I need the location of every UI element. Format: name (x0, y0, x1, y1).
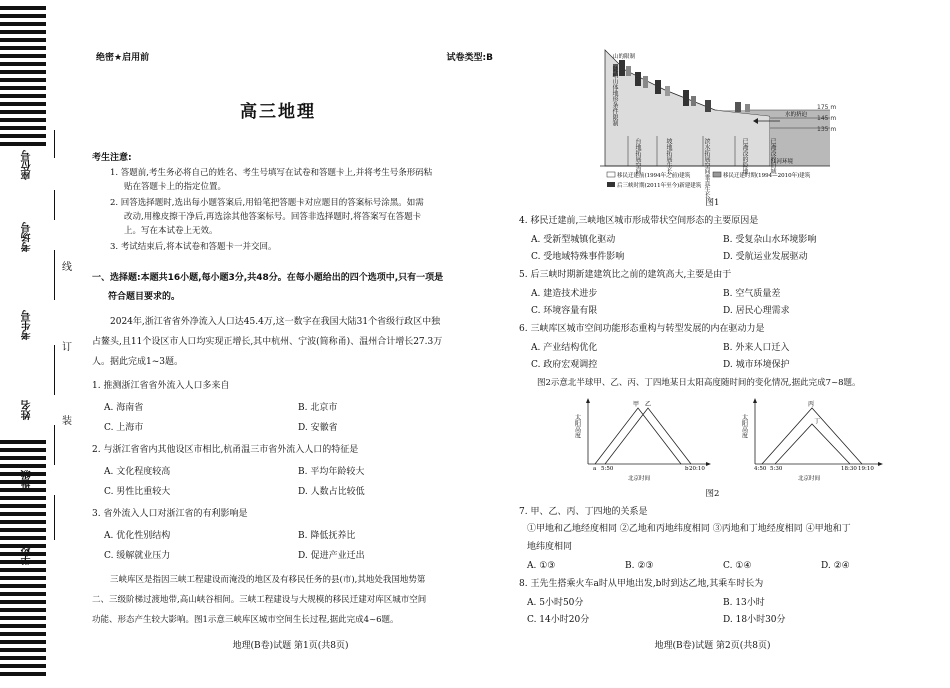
school-label: 学校 (22, 545, 33, 565)
question-1: 1. 推测浙江省省外流入人口多来自 (92, 381, 230, 391)
q7-option-a[interactable]: A. ①③ (527, 561, 556, 571)
question-3: 3. 省外流入人口对浙江省的有利影响是 (92, 509, 248, 519)
point-ding: 丁 (814, 418, 821, 425)
seat-number-label: 座位号 (22, 150, 33, 180)
question-5: 5. 后三峡时期新建建筑比之前的建筑高大,主要是由于 (519, 270, 732, 280)
y-axis-label: 太阳高度 (573, 414, 581, 438)
bind-mark-line: 线 (62, 262, 72, 273)
q1-option-c[interactable]: C. 上海市 (104, 423, 144, 433)
time-tick: 5:50 (601, 466, 614, 472)
q4-option-d[interactable]: D. 受航运业发展驱动 (723, 252, 808, 262)
q7-option-b[interactable]: B. ②③ (625, 561, 654, 571)
figure-2-label: 图2 (705, 489, 720, 499)
notice-item: 改动,用橡皮擦干净后,再选涂其他答案标号。回答非选择题时,将答案写在答题卡 (124, 212, 422, 222)
binding-marks (62, 0, 76, 688)
zone-label: 滨水拓展空间垂直生长 (703, 138, 710, 198)
q8-option-b[interactable]: B. 13小时 (723, 598, 765, 608)
time-tick: 4:50 (754, 466, 767, 472)
point-bing: 丙 (808, 401, 815, 408)
page-title: 高三地理 (240, 102, 316, 122)
time-tick: 18:30 (841, 466, 857, 472)
legend-item: 移民迁建前(1994年之前)建筑 (617, 173, 691, 179)
notice-heading: 考生注意: (92, 153, 132, 163)
page-2 (515, 0, 910, 688)
q6-option-c[interactable]: C. 政府宏观调控 (531, 360, 598, 370)
notice-item: 2. 回答选择题时,选出每小题答案后,用铅笔把答题卡对应题目的答案标号涂黑。如需 (110, 198, 424, 208)
time-tick: 20:10 (689, 466, 705, 472)
notice-item: 3. 考试结束后,将本试卷和答题卡一并交回。 (110, 242, 277, 252)
point-a: a (593, 466, 597, 472)
page-footer-left: 地理(B卷)试题 第1页(共8页) (232, 641, 349, 651)
x-axis-label: 北京时间 (798, 476, 821, 482)
time-tick: 5:30 (770, 466, 783, 472)
q5-option-b[interactable]: B. 空气质量差 (723, 289, 781, 299)
point-yi: 乙 (645, 401, 652, 408)
q2-option-d[interactable]: D. 人数占比较低 (298, 487, 365, 497)
page-1 (88, 0, 493, 688)
q7-option-d[interactable]: D. ②④ (821, 561, 850, 571)
river-label: 江河环境 (771, 159, 794, 165)
class-label: 班级 (22, 470, 33, 490)
slope-limit-label: 陡峭山体地形条件限制 (611, 66, 618, 126)
name-label: 姓名 (22, 400, 33, 420)
point-jia: 甲 (633, 401, 640, 408)
q3-option-a[interactable]: A. 优化性别结构 (104, 531, 171, 541)
q1-option-a[interactable]: A. 海南省 (104, 403, 144, 413)
q4-option-a[interactable]: A. 受新型城镇化驱动 (531, 235, 616, 245)
q8-option-c[interactable]: C. 14小时20分 (527, 615, 590, 625)
legend-item: 后三峡时期(2011年至今)新建建筑 (617, 183, 702, 189)
x-axis-label: 北京时间 (628, 476, 651, 482)
level-135: 135 m (817, 126, 837, 133)
q2-option-b[interactable]: B. 平均年龄较大 (298, 467, 365, 477)
zone-label: 已淹没的险地 (741, 138, 748, 174)
section-heading-cont: 符合题目要求的。 (108, 292, 181, 302)
q1-option-b[interactable]: B. 北京市 (298, 403, 338, 413)
q6-option-a[interactable]: A. 产业结构优化 (531, 343, 598, 353)
q5-option-d[interactable]: D. 居民心理需求 (723, 306, 790, 316)
candidate-number-label: 考生号 (22, 310, 33, 340)
exam-room-label: 考场号 (22, 222, 33, 252)
q8-option-a[interactable]: A. 5小时50分 (527, 598, 584, 608)
zone-label: 台地拓展空间 (634, 138, 641, 174)
secret-mark: 绝密★启用前 (96, 53, 150, 63)
page-footer-right: 地理(B卷)试题 第2页(共8页) (654, 641, 771, 651)
y-axis-label: 太阳高度 (740, 414, 748, 438)
section-heading: 一、选择题:本题共16小题,每小题3分,共48分。在每小题给出的四个选项中,只有一项是 (92, 273, 444, 283)
figure-2-right (740, 396, 885, 486)
passage-1: 2024年,浙江省省外净流入人口达45.4万,这一数字在我国大陆31个省级行政区中独 (110, 317, 441, 327)
paper-type: 试卷类型:B (446, 53, 493, 63)
bind-mark-staple: 订 (62, 342, 72, 353)
point-b: b (685, 466, 689, 472)
bind-mark-bind: 装 (62, 416, 72, 427)
q3-option-c[interactable]: C. 缓解就业压力 (104, 551, 171, 561)
notice-item: 贴在答题卡上的指定位置。 (124, 182, 227, 192)
water-squeeze-label: 水的挤迫 (785, 112, 808, 118)
q4-option-b[interactable]: B. 受复杂山水环境影响 (723, 235, 817, 245)
q8-option-d[interactable]: D. 18小时30分 (723, 615, 786, 625)
mountain-limit-label: 山的限制 (613, 54, 636, 60)
passage-2: 功能、形态产生较大影响。图1示意三峡库区城市空间生长过程,据此完成4~6题。 (92, 615, 399, 625)
q4-option-c[interactable]: C. 受地域特殊事件影响 (531, 252, 625, 262)
question-6: 6. 三峡库区城市空间功能形态重构与转型发展的内在驱动力是 (519, 324, 765, 334)
passage-2: 二、三级阶梯过渡地带,高山峡谷相间。三峡工程建设与大规模的移民迁建对库区城市空间 (92, 595, 427, 605)
q3-option-b[interactable]: B. 降低抚养比 (298, 531, 356, 541)
q6-option-b[interactable]: B. 外来人口迁入 (723, 343, 790, 353)
figure-2-left (573, 396, 713, 486)
legend-item: 移民迁建时期(1994—2010年)建筑 (723, 173, 811, 179)
q1-option-d[interactable]: D. 安徽省 (298, 423, 338, 433)
q2-option-a[interactable]: A. 文化程度较高 (104, 467, 171, 477)
figure-1-label: 图1 (705, 198, 720, 208)
level-145: 145 m (817, 115, 837, 122)
question-4: 4. 移民迁建前,三峡地区城市形成带状空间形态的主要原因是 (519, 216, 759, 226)
question-7-items-cont: 地纬度相同 (527, 542, 573, 552)
binding-labels (20, 0, 50, 688)
notice-item: 上。写在本试卷上无效。 (124, 226, 218, 236)
passage-1: 人。据此完成1~3题。 (92, 357, 183, 367)
level-175: 175 m (817, 104, 837, 111)
zone-label: 已淹没的旧城 (769, 138, 776, 174)
q6-option-d[interactable]: D. 城市环境保护 (723, 360, 790, 370)
figure-1 (595, 46, 840, 206)
time-tick: 19:10 (858, 466, 874, 472)
q5-option-c[interactable]: C. 环境容量有限 (531, 306, 598, 316)
question-7-items: ①甲地和乙地经度相同 ②乙地和丙地纬度相同 ③丙地和丁地经度相同 ④甲地和丁 (527, 524, 851, 534)
q3-option-d[interactable]: D. 促进产业迁出 (298, 551, 365, 561)
q5-option-a[interactable]: A. 建造技术进步 (531, 289, 598, 299)
question-2: 2. 与浙江省省内其他设区市相比,杭甬温三市省外流入人口的特征是 (92, 445, 359, 455)
figure-2-intro: 图2示意北半球甲、乙、丙、丁四地某日太阳高度随时间的变化情况,据此完成7~8题。 (537, 378, 861, 388)
passage-1: 占鳌头,且11个设区市人口均实现正增长,其中杭州、宁波(简称甬)、温州合计增长27.3万 (92, 337, 443, 347)
question-8: 8. 王先生搭乘火车a时从甲地出发,b时到达乙地,其乘车时长为 (519, 579, 764, 589)
notice-item: 1. 答题前,考生务必将自己的姓名、考生号填写在试卷和答题卡上,并将考生号条形码粘 (110, 168, 433, 178)
q7-option-c[interactable]: C. ①④ (723, 561, 752, 571)
zone-label: 坡地拓展生长 (665, 138, 672, 174)
passage-2: 三峡库区是指因三峡工程建设而淹没的地区及有移民任务的县(市),其地处我国地势第 (110, 575, 426, 585)
question-7: 7. 甲、乙、丙、丁四地的关系是 (519, 507, 648, 517)
q2-option-c[interactable]: C. 男性比重较大 (104, 487, 171, 497)
